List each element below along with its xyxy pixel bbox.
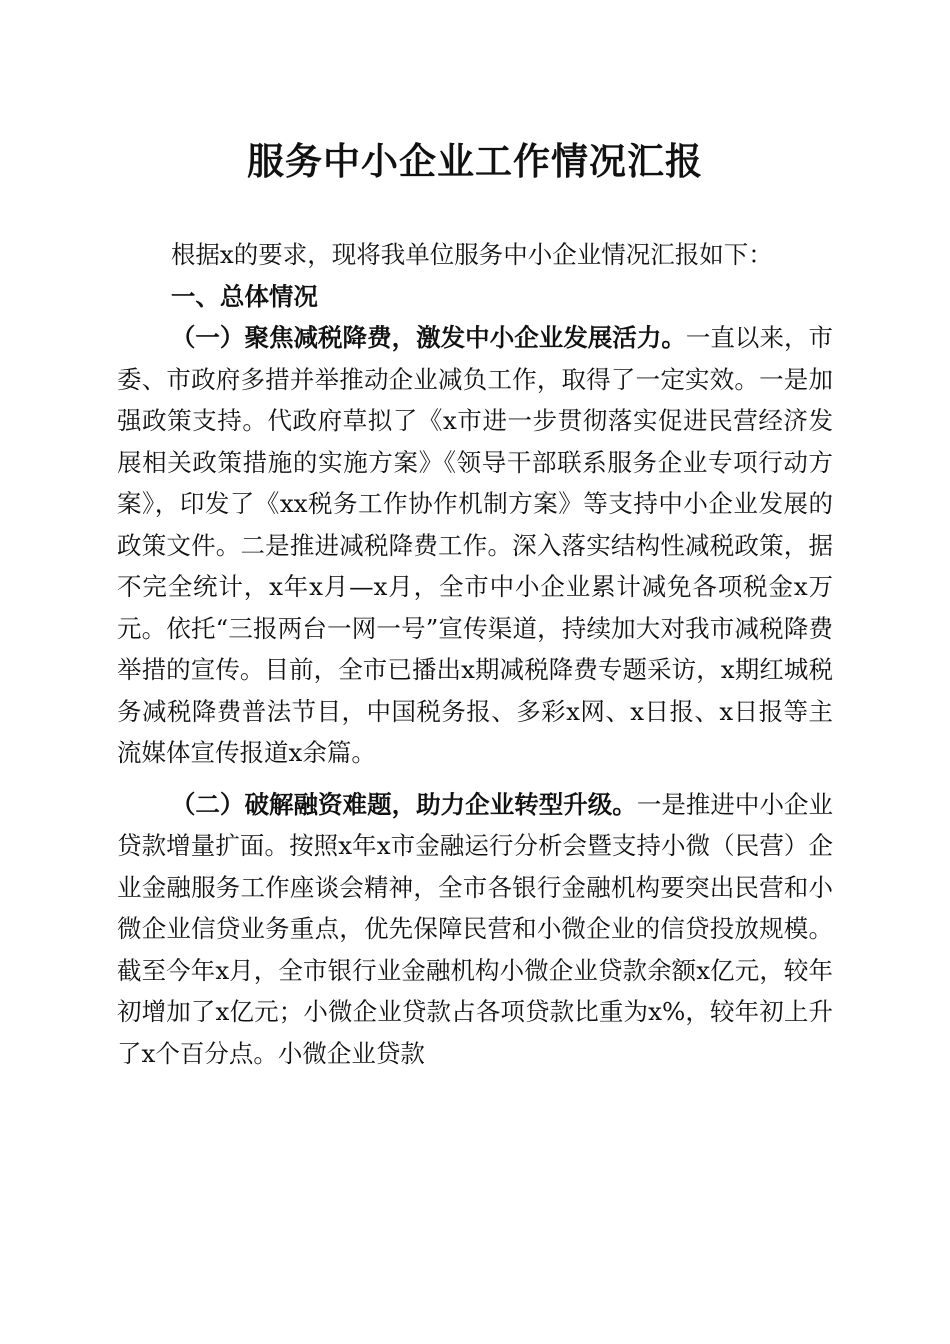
section-heading-overall: 一、总体情况 [170,281,318,311]
document-body [117,234,833,1074]
intro-paragraph: 根据x的要求，现将我单位服务中小企业情况汇报如下： [170,240,773,269]
paragraph-gap [117,774,833,784]
paragraph-financing [117,784,833,1075]
paragraph-tax-reduction [117,317,833,774]
subheading-tax-reduction: （一）聚焦减税降费，激发中小企业发展活力。 [170,323,686,352]
paragraph-tax-reduction-text: 一直以来，市委、市政府多措并举推动企业减负工作，取得了一定实效。一是加强政策支持。代政府草拟了《x市进一步贯彻落实促进民营经济发展相关政策措施的实施方案》《领导干部联系服务企业专项行动方案》，印发了《xx税务工作协作机制方案》等支持中小企业发展的政策文件。二是推进减税降费工作。深入落实结构性减税政策，据不完全统计，x年x月—x月，全市中小企业累计减免各项税金x万元。依托“三报两台一网一号”宣传渠道，持续加大对我市减税降费举措的宣传。目前，全市已播出x期减税降费专题采访，x期红城税务减税降费普法节目，中国税务报、多彩x网、x日报、x日报等主流媒体宣传报道x余篇。 [117,323,834,767]
document-title: 服务中小企业工作情况汇报 [247,139,703,183]
subheading-financing: （二）破解融资难题，助力企业转型升级。 [170,789,637,819]
paragraph-financing-text: 一是推进中小企业贷款增量扩面。按照x年x市金融运行分析会暨支持小微（民营）企业金融服务工作座谈会精神，全市各银行金融机构要突出民营和小微企业信贷业务重点，优先保障民营和小微企业的信贷投放规模。截至今年x月，全市银行业金融机构小微企业贷款余额x亿元，较年初增加了x亿元；小微企业贷款占各项贷款比重为x%，较年初上升了x个百分点。小微企业贷款 [117,789,834,1068]
